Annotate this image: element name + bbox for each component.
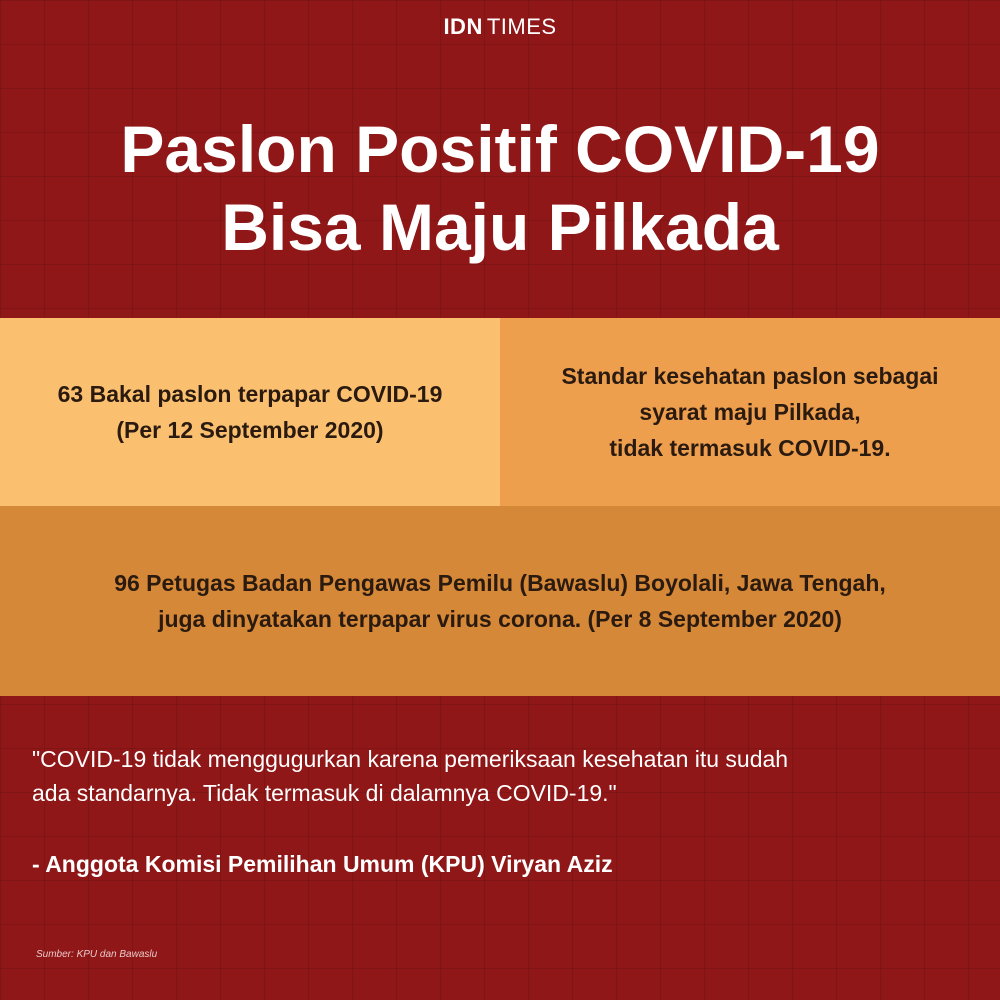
- idn-times-logo: [0, 14, 1000, 40]
- logo-times: TIMES: [486, 14, 557, 39]
- fact-candidates-line-2: (Per 12 September 2020): [116, 417, 384, 443]
- quote-line-2: ada standarnya. Tidak termasuk di dalamnya COVID-19.": [32, 780, 617, 806]
- fact-box-health-standard: [500, 318, 1000, 506]
- fact-box-bawaslu: [0, 506, 1000, 696]
- quote-text: [32, 742, 972, 810]
- title-line-1: Paslon Positif COVID-19: [120, 112, 880, 186]
- fact-standard-line-3: tidak termasuk COVID-19.: [609, 435, 891, 461]
- fact-bawaslu-line-1: 96 Petugas Badan Pengawas Pemilu (Bawaslu) Boyolali, Jawa Tengah,: [114, 570, 886, 596]
- quote-author: - Anggota Komisi Pemilihan Umum (KPU) Viryan Aziz: [32, 851, 613, 877]
- source-note: Sumber: KPU dan Bawaslu: [36, 949, 158, 960]
- logo-idn: IDN: [443, 14, 483, 39]
- facts-top-band: [0, 318, 1000, 506]
- fact-standard-line-1: Standar kesehatan paslon sebagai: [561, 363, 939, 389]
- page-title: [0, 110, 1000, 266]
- fact-bawaslu-line-2: juga dinyatakan terpapar virus corona. (Per 8 September 2020): [158, 606, 842, 632]
- fact-box-candidates: [0, 318, 500, 506]
- fact-standard-line-2: syarat maju Pilkada,: [639, 399, 861, 425]
- fact-candidates-line-1: 63 Bakal paslon terpapar COVID-19: [57, 381, 443, 407]
- quote-line-1: "COVID-19 tidak menggugurkan karena pemeriksaan kesehatan itu sudah: [32, 746, 789, 772]
- title-line-2: Bisa Maju Pilkada: [221, 190, 779, 264]
